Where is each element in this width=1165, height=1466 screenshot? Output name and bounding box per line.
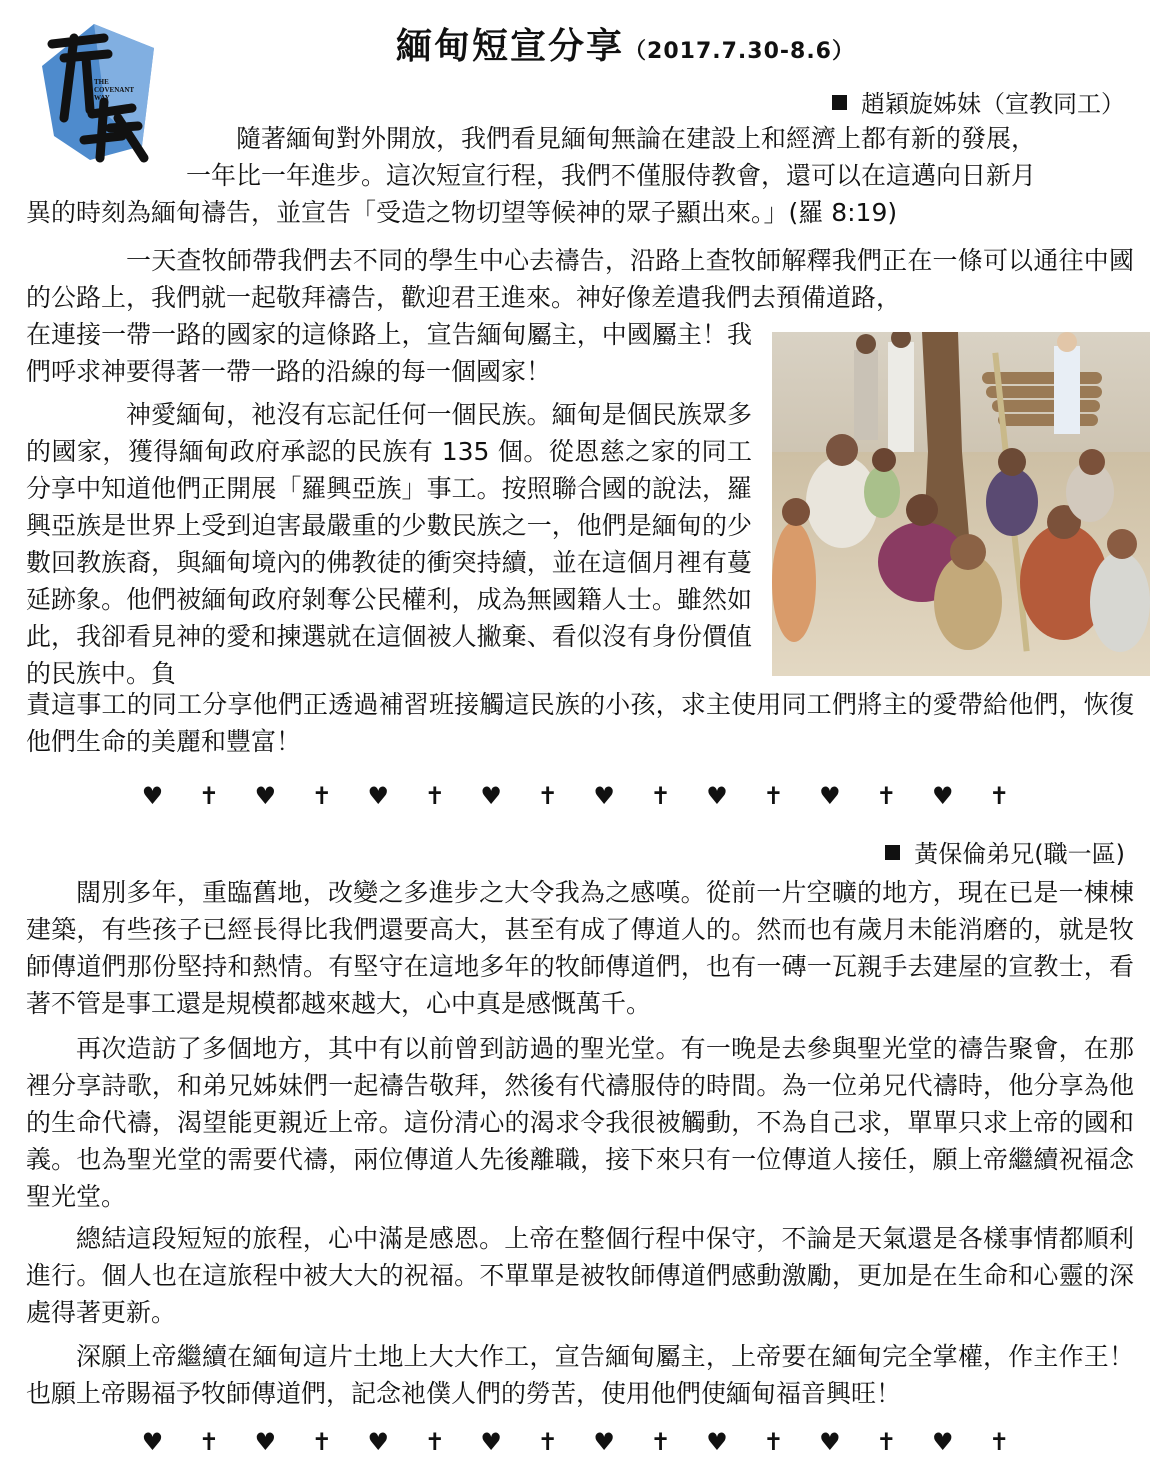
s1-p2-top: 一天查牧師帶我們去不同的學生中心去禱告，沿路上查牧師解釋我們正在一條可以通往中國的公路上，我們就一起敬拜禱告，歡迎君王進來。神好像差遣我們去預備道路， (26, 246, 1134, 312)
s2-p2: 再次造訪了多個地方，其中有以前曾到訪過的聖光堂。有一晚是去參與聖光堂的禱告聚會，在那裡分享詩歌，和弟兄姊妹們一起禱告敬拜，然後有代禱服侍的時間。為一位弟兄代禱時，他分享為他的生命代禱，渴望能更親近上帝。這份清心的渴求令我很被觸動，不為自己求，單單只求上帝的國和義。也為聖光堂的需要代禱，兩位傳道人先後離職，接下來只有一位傳道人接任，願上帝繼續祝福念聖光堂。 (26, 1034, 1134, 1211)
author-2 (885, 834, 1125, 869)
refugee-photo (772, 332, 1150, 676)
svg-text:THE: THE (94, 78, 109, 86)
svg-text:COVENANT: COVENANT (94, 86, 135, 94)
heart-cross-divider-bottom: ♥ ✝ ♥ ✝ ♥ ✝ ♥ ✝ ♥ ✝ ♥ ✝ ♥ ✝ ♥ ✝ (141, 1428, 1024, 1456)
s1-p1-line1: 隨著緬甸對外開放，我們看見緬甸無論在建設上和經濟上都有新的發展， (236, 124, 1037, 153)
title-text: 緬甸短宣分享 (396, 26, 625, 67)
s2-p1: 闊別多年，重臨舊地，改變之多進步之大令我為之感嘆。從前一片空曠的地方，現在已是一棟棟建築，有些孩子已經長得比我們還要高大，甚至有成了傳道人的。然而也有歲月未能消磨的，就是牧師傳道們那份堅持和熱情。有堅守在這地多年的牧師傳道們，也有一磚一瓦親手去建屋的宣教士，看著不管是事工還是規模都越來越大，心中真是感慨萬千。 (26, 878, 1134, 1018)
author-1 (832, 84, 1125, 119)
s1-p1-line3: 異的時刻為緬甸禱告，並宣告「受造之物切望等候神的眾子顯出來。」(羅 8:19) (26, 198, 898, 227)
svg-text:WAY: WAY (94, 94, 110, 102)
author-1-name: 趙穎旋姊妹（宣教同工） (861, 90, 1125, 118)
s1-p3-full: 責這事工的同工分享他們正透過補習班接觸這民族的小孩，求主使用同工們將主的愛帶給他們，恢復他們生命的美麗和豐富！ (26, 690, 1134, 756)
covenant-way-logo (34, 18, 162, 166)
square-bullet-icon (832, 95, 847, 110)
s2-p3: 總結這段短短的旅程，心中滿是感恩。上帝在整個行程中保守，不論是天氣還是各樣事情都順利進行。個人也在這旅程中被大大的祝福。不單單是被牧師傳道們感動激勵，更加是在生命和心靈的深處得著更新。 (26, 1224, 1134, 1327)
title-date: （2017.7.30-8.6） (624, 39, 855, 64)
page-title (396, 18, 855, 66)
s1-p1-line2: 一年比一年進步。這次短宣行程，我們不僅服侍教會，還可以在這邁向日新月 (186, 161, 1037, 190)
square-bullet-icon (885, 845, 900, 860)
author-2-name: 黃保倫弟兄(職一區) (914, 840, 1125, 868)
heart-cross-divider: ♥ ✝ ♥ ✝ ♥ ✝ ♥ ✝ ♥ ✝ ♥ ✝ ♥ ✝ ♥ ✝ (141, 782, 1024, 810)
s1-p2-bottom: 在連接一帶一路的國家的這條路上，宣告緬甸屬主，中國屬主！我們呼求神要得著一帶一路的沿線的每一個國家！ (26, 320, 752, 386)
s1-p3-narrow: 神愛緬甸，祂沒有忘記任何一個民族。緬甸是個民族眾多的國家，獲得緬甸政府承認的民族有 135 個。從恩慈之家的同工分享中知道他們正開展「羅興亞族」事工。按照聯合國的說法，羅興亞族是世界上受到迫害最嚴重的少數民族之一，他們是緬甸的少數回教族裔，與緬甸境內的佛教徒的衝突持續，並在這個月裡有蔓延跡象。他們被緬甸政府剝奪公民權利，成為無國籍人士。雖然如此，我卻看見神的愛和揀選就在這個被人撇棄、看似沒有身份價值的民族中。負 (26, 400, 752, 688)
s2-p4: 深願上帝繼續在緬甸這片土地上大大作工，宣告緬甸屬主，上帝要在緬甸完全掌權，作主作王！也願上帝賜福予牧師傳道們，記念祂僕人們的勞苦，使用他們使緬甸福音興旺！ (26, 1342, 1134, 1408)
